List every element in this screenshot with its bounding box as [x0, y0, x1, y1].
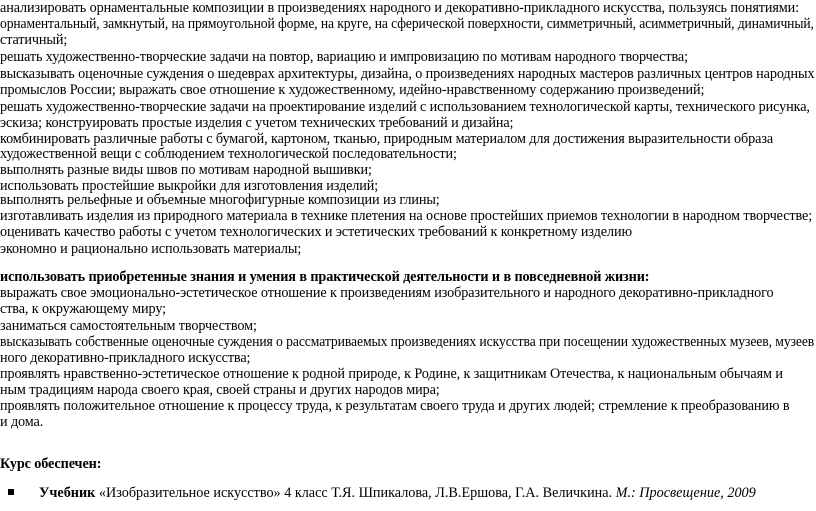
text-line: проявлять нравственно-эстетическое отношение к родной природе, к Родине, к защитникам Отечества, к национальным обычаям и [0, 366, 783, 382]
text-line: комбинировать различные работы с бумагой, картоном, тканью, природным материалом для достижения выразительности образа [0, 131, 774, 147]
text-line: орнаментальный, замкнутый, на прямоугольной форме, на круге, на сферической поверхности, симметричный, асимметричный, динамичный, [0, 16, 814, 32]
textbook-line [39, 485, 756, 501]
text-line: эскиза; конструировать простые изделия с учетом технических требований и дизайна; [0, 115, 514, 131]
textbook-text: «Изобразительное искусство» 4 класс Т.Я. Шпикалова, Л.В.Ершова, Г.А. Величкина. [95, 485, 613, 501]
text-line: ного декоративно-прикладного искусства; [0, 350, 251, 366]
text-line: ства, к окружающему миру; [0, 301, 167, 317]
text-line: выполнять рельефные и объемные многофигурные композиции из глины; [0, 192, 440, 208]
text-line: промыслов России; выражать свое отношение к художественному, идейно-нравственному содержанию произведений; [0, 82, 705, 98]
text-line: выражать свое эмоционально-эстетическое отношение к произведениям изобразительного и народного декоративно-прикладного [0, 285, 774, 301]
text-line: использовать простейшие выкройки для изготовления изделий; [0, 178, 379, 194]
text-line: и дома. [0, 414, 44, 430]
bullet-icon [8, 489, 14, 495]
section-heading: использовать приобретенные знания и умения в практической деятельности и в повседневной жизни: [0, 269, 650, 285]
textbook-publisher: М.: Просвещение, 2009 [612, 485, 756, 501]
text-line: проявлять положительное отношение к процессу труда, к результатам своего труда и других людей; стремление к преобразованию в [0, 398, 790, 414]
text-line: оценивать качество работы с учетом технологических и эстетических требований к конкретному изделию [0, 224, 632, 240]
text-line: экономно и рационально использовать материалы; [0, 241, 302, 257]
text-line: статичный; [0, 32, 68, 48]
text-line: художественной вещи с соблюдением технологической последовательности; [0, 146, 457, 162]
course-heading: Курс обеспечен: [0, 456, 102, 472]
text-line: ным традициям народа своего края, своей страны и других народов мира; [0, 382, 440, 398]
text-line: анализировать орнаментальные композиции в произведениях народного и декоративно-прикладного искусства, пользуясь понятиями: [0, 0, 800, 16]
text-line: выполнять разные виды швов по мотивам народной вышивки; [0, 162, 372, 178]
text-line: решать художественно-творческие задачи на повтор, вариацию и импровизацию по мотивам народного творчества; [0, 49, 688, 65]
text-line: высказывать собственные оценочные суждения о рассматриваемых произведениях искусства при посещении художественных музеев, музеев [0, 334, 815, 350]
text-line: заниматься самостоятельным творчеством; [0, 318, 257, 334]
text-line: изготавливать изделия из природного материала в технике плетения на основе простейших приемов технологии в народном творчестве; [0, 208, 813, 224]
textbook-label: Учебник [39, 485, 96, 501]
text-line: решать художественно-творческие задачи на проектирование изделий с использованием технологической карты, технического рисунка, [0, 99, 810, 115]
text-line: высказывать оценочные суждения о шедеврах архитектуры, дизайна, о произведениях народных мастеров различных центров народных [0, 66, 815, 82]
